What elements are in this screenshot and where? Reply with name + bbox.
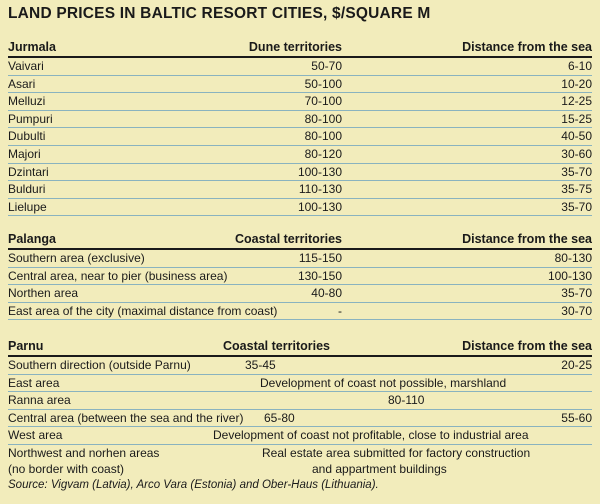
city-name: Jurmala xyxy=(8,40,56,54)
price-value: 35-45 xyxy=(245,358,276,372)
palanga-table xyxy=(8,232,592,320)
table-header xyxy=(8,232,592,250)
table-row xyxy=(8,357,592,375)
column-header: Distance from the sea xyxy=(462,339,592,353)
table-row xyxy=(8,303,592,321)
distance-value: 6-10 xyxy=(567,59,592,73)
distance-value: 30-60 xyxy=(561,146,592,161)
table-row xyxy=(8,392,592,410)
parnu-table xyxy=(8,339,592,478)
distance-value: 15-25 xyxy=(561,111,592,126)
price-value: 65-80 xyxy=(264,410,295,425)
column-header: Coastal territories xyxy=(223,339,330,353)
area-name: West area xyxy=(8,428,63,443)
area-name: Vaivari xyxy=(8,59,44,73)
distance-value: 20-25 xyxy=(561,358,592,372)
table-row xyxy=(8,76,592,94)
table-row xyxy=(8,445,592,478)
area-name: East area xyxy=(8,375,60,390)
table-row xyxy=(8,375,592,393)
table-row xyxy=(8,128,592,146)
distance-value: 55-60 xyxy=(561,410,592,425)
note-text: and appartment buildings xyxy=(312,461,447,476)
distance-value: 30-70 xyxy=(561,303,592,318)
price-value: 40-80 xyxy=(311,286,342,301)
price-value: - xyxy=(338,303,342,318)
area-name: Central area (between the sea and the river) xyxy=(8,410,244,425)
price-value: 100-130 xyxy=(297,164,342,179)
area-name: Pumpuri xyxy=(8,111,53,126)
city-name: Palanga xyxy=(8,232,56,246)
area-name: Ranna area xyxy=(8,393,71,408)
area-name: East area of the city (maximal distance from coast) xyxy=(8,303,278,318)
area-name: Asari xyxy=(8,76,36,91)
table-header xyxy=(8,339,592,357)
area-name: Southern direction (outside Parnu) xyxy=(8,358,191,372)
table-row xyxy=(8,250,592,268)
area-name: Lielupe xyxy=(8,199,47,214)
distance-value: 35-70 xyxy=(561,164,592,179)
area-name: Dzintari xyxy=(8,164,49,179)
price-value: 100-130 xyxy=(297,199,342,214)
area-name: Central area, near to pier (business area) xyxy=(8,268,228,283)
area-name: Northwest and norhen areas xyxy=(8,445,160,460)
area-name: Dubulti xyxy=(8,129,46,144)
table-row xyxy=(8,111,592,129)
area-name: Majori xyxy=(8,146,41,161)
distance-value: 100-130 xyxy=(547,268,592,283)
column-header: Coastal territories xyxy=(235,232,342,246)
price-value: 80-100 xyxy=(304,129,342,144)
table-row xyxy=(8,199,592,217)
table-row xyxy=(8,181,592,199)
column-header: Distance from the sea xyxy=(462,232,592,246)
source-note: Source: Vigvam (Latvia), Arco Vara (Estonia) and Ober-Haus (Lithuania). xyxy=(8,479,379,491)
jurmala-table xyxy=(8,40,592,216)
area-name: Southern area (exclusive) xyxy=(8,251,145,265)
city-name: Parnu xyxy=(8,339,44,353)
table-row xyxy=(8,164,592,182)
price-value: 50-100 xyxy=(304,76,342,91)
price-value: 80-110 xyxy=(388,393,425,408)
price-value: 110-130 xyxy=(298,182,342,197)
price-value: 115-150 xyxy=(298,251,342,265)
distance-value: 35-70 xyxy=(561,286,592,301)
area-note: (no border with coast) xyxy=(8,461,125,476)
distance-value: 10-20 xyxy=(561,76,592,91)
table-row xyxy=(8,146,592,164)
table-row xyxy=(8,58,592,76)
distance-value: 80-130 xyxy=(554,251,592,265)
area-name: Bulduri xyxy=(8,182,46,197)
distance-value: 12-25 xyxy=(561,94,592,109)
page-title: LAND PRICES IN BALTIC RESORT CITIES, $/SQUARE M xyxy=(8,5,431,22)
distance-value: 35-75 xyxy=(561,182,592,197)
table-row xyxy=(8,427,592,445)
note-text: Development of coast not possible, marshland xyxy=(260,375,507,390)
price-value: 80-100 xyxy=(304,111,342,126)
price-value: 130-150 xyxy=(297,268,342,283)
area-name: Melluzi xyxy=(8,94,46,109)
table-row xyxy=(8,93,592,111)
column-header: Dune territories xyxy=(248,40,342,54)
column-header: Distance from the sea xyxy=(462,40,592,54)
price-value: 80-120 xyxy=(304,146,342,161)
table-row xyxy=(8,285,592,303)
table-header xyxy=(8,40,592,58)
area-name: Northen area xyxy=(8,286,79,301)
note-text: Development of coast not profitable, close to industrial area xyxy=(213,428,529,443)
distance-value: 40-50 xyxy=(561,129,592,144)
price-value: 70-100 xyxy=(304,94,342,109)
table-row xyxy=(8,410,592,428)
distance-value: 35-70 xyxy=(561,199,592,214)
note-text: Real estate area submitted for factory construction xyxy=(262,445,531,460)
price-value: 50-70 xyxy=(311,59,342,73)
table-row xyxy=(8,268,592,286)
